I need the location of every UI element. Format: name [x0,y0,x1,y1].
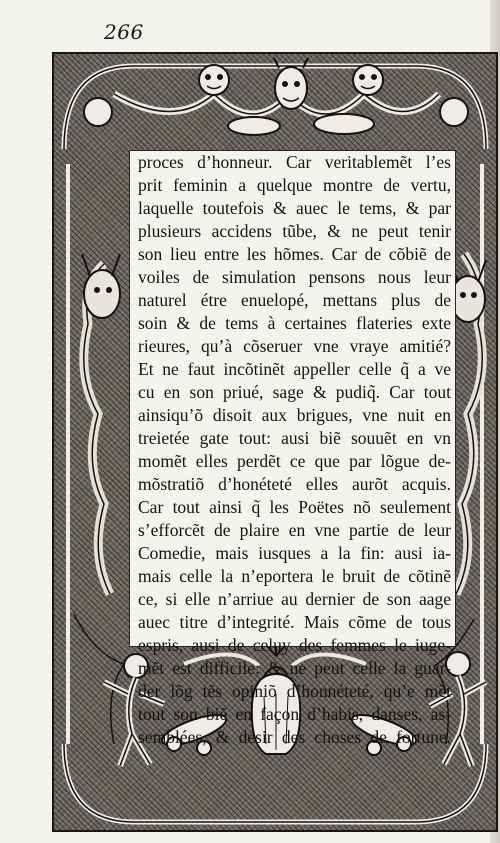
text-line: naturel étre enuelopé, mettans plus de [138,290,451,310]
text-line: der lõg tẽs opiniõ d’honnéteté, qu’e mẽt [138,681,451,701]
text-line: espris, ausi de celuy des femmes le iuge- [138,635,451,655]
text-line: semblées, & desir des choses de fortune. [138,727,451,747]
text-line: prit feminin a quelque montre de vertu, [138,175,451,195]
text-line: mẽt est difficile: & ne peut celle la guar- [138,658,451,678]
text-line: ce, si elle n’arriue au dernier de son aage [138,589,451,609]
text-line: son lieu entre les hõmes. Car de cõbiẽ de [138,244,451,264]
left-satyr-figure-icon [68,164,124,744]
text-line: rieures, qu’à cõseruer vne vraye amitié? [138,336,451,356]
page-number: 266 [104,20,144,44]
text-line: ainsiqu’õ disoit aux brigues, vne nuit en [138,405,451,425]
text-line: s’efforcẽt de plaire en vne partie de leur [138,520,451,540]
top-masks-and-swags-icon [64,58,486,149]
text-line: Car tout ainsi q̃ les Poëtes nõ seulement [138,497,451,517]
text-line: plusieurs accidens tũbe, & ne peut tenir [138,221,451,241]
text-line: mõstratiõ d’honéteté elles aurõt acquis. [138,474,451,494]
body-text [138,151,451,749]
text-line: voiles de simulation pensons nous leur [138,267,451,287]
text-line: momẽt elles perdẽt ce que par lõgue de- [138,451,451,471]
text-line: laquelle toutefois & auec le tems, & par [138,198,451,218]
text-line: Comedie, mais iusques a la fin: ausi ia- [138,543,451,563]
text-panel [129,150,456,747]
text-line: treietée gate tout: ausi biẽ souuẽt en vn [138,428,451,448]
text-line: mais celle la n’eportera le bruit de cõtinẽ [138,566,451,586]
text-line: proces d’honneur. Car veritablemẽt l’es [138,152,451,172]
text-line: tout son biẽ en façon d’habis, danses, as- [138,704,451,724]
text-line: auec titre d’integrité. Mais cõme de tous [138,612,451,632]
text-line: cu en son priué, sage & pudiq̃. Car tout [138,382,451,402]
text-line: soin & de tems à certaines flateries exte [138,313,451,333]
text-line: Et ne faut incõtinẽt appeller celle q̃ a ve [138,359,451,379]
woodcut-border-frame [52,52,498,832]
